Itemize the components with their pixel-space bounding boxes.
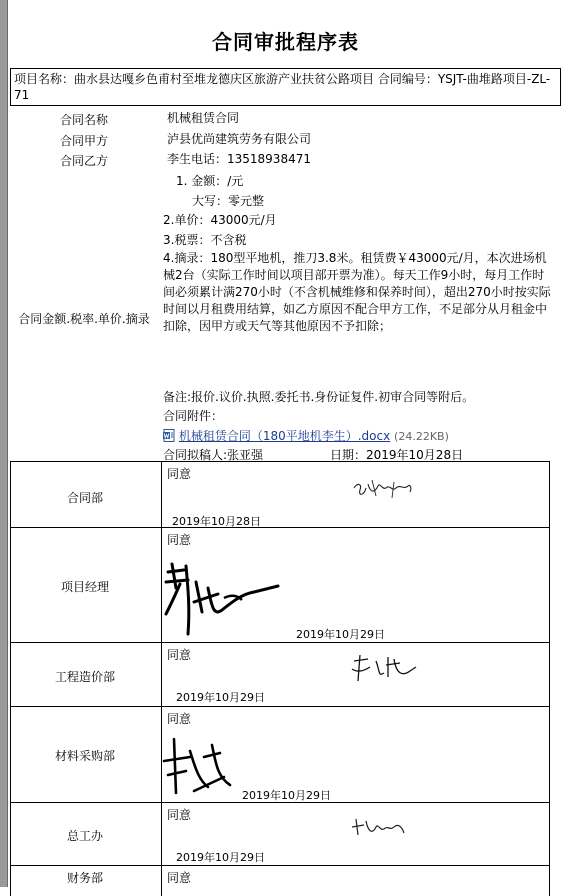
window-left-edge — [0, 0, 8, 887]
signature-image — [348, 651, 422, 685]
amount-line: 1. 金额：/元 — [176, 174, 244, 188]
approval-opinion: 同意 — [167, 533, 192, 547]
approval-date: 2019年10月29日 — [176, 691, 265, 704]
attachment-size: (24.22KB) — [394, 430, 449, 443]
approval-date: 2019年10月29日 — [176, 851, 265, 864]
approval-opinion: 同意 — [167, 871, 192, 885]
approval-dept: 工程造价部 — [54, 670, 115, 684]
project-header — [10, 68, 561, 106]
drafter-line: 合同拟稿人:张亚强 — [163, 448, 264, 462]
excerpt-text: 4.摘录：180型平地机，推刀3.8米。租赁费￥43000元/月，本次进场机械2台（实际工作时间以项目部开票为准）。每天工作9小时，每月工作时间必须累计满270小时（不含机械维修和保养时间），超出270小时按实际时间以月租费用结算，如乙方原因不配合甲方工作，不足部分从月租金中扣除，因甲方或天气等其他原因不予扣除； — [163, 251, 551, 333]
attachment-link[interactable]: 机械租赁合同（180平地机李生）.docx — [178, 429, 391, 443]
party-b-label: 合同乙方 — [59, 154, 108, 168]
tax-line: 3.税票：不含税 — [163, 233, 247, 247]
attachment-label: 合同附件： — [163, 409, 224, 423]
party-a-label: 合同甲方 — [59, 134, 108, 148]
approval-opinion: 同意 — [167, 712, 192, 726]
approval-row — [10, 706, 550, 803]
amount-section-label: 合同金额.税率.单价.摘录 — [18, 312, 150, 326]
approval-dept: 总工办 — [66, 829, 103, 843]
approval-row — [10, 461, 550, 528]
approval-opinion: 同意 — [167, 467, 192, 481]
signature-image — [350, 476, 420, 502]
approval-opinion: 同意 — [167, 648, 192, 662]
approval-row — [10, 802, 550, 866]
word-document-icon — [163, 429, 175, 445]
signature-image — [350, 813, 410, 839]
party-a-value: 泸县优尚建筑劳务有限公司 — [167, 132, 312, 146]
drafter-date: 日期：2019年10月28日 — [330, 448, 464, 462]
approval-row — [10, 865, 550, 896]
signature-image — [160, 731, 240, 801]
attachment-row — [163, 427, 449, 445]
approval-dept: 项目经理 — [60, 580, 109, 594]
approval-date: 2019年10月29日 — [296, 628, 385, 641]
party-b-value: 李生电话：13518938471 — [167, 152, 311, 166]
page-title: 合同审批程序表 — [212, 30, 359, 54]
remark-line: 备注:报价.议价.执照.委托书.身份证复件.初审合同等附后。 — [163, 390, 475, 404]
approval-date: 2019年10月29日 — [242, 789, 331, 802]
contract-name-label: 合同名称 — [59, 113, 108, 127]
signature-image — [162, 558, 282, 638]
approval-row — [10, 642, 550, 707]
capital-amount-line: 大写：零元整 — [192, 194, 265, 208]
approval-dept: 合同部 — [66, 491, 103, 505]
approval-date: 2019年10月28日 — [172, 515, 261, 528]
unit-price-line: 2.单价：43000元/月 — [163, 213, 277, 227]
approval-row — [10, 527, 550, 643]
approval-dept: 材料采购部 — [54, 749, 115, 763]
approval-dept: 财务部 — [66, 871, 103, 885]
approval-opinion: 同意 — [167, 808, 192, 822]
contract-name-value: 机械租赁合同 — [167, 111, 240, 125]
project-line: 项目名称：曲水县达嘎乡色甫村至堆龙德庆区旅游产业扶贫公路项目 合同编号：YSJT-曲堆路项目-ZL-71 — [10, 68, 561, 106]
